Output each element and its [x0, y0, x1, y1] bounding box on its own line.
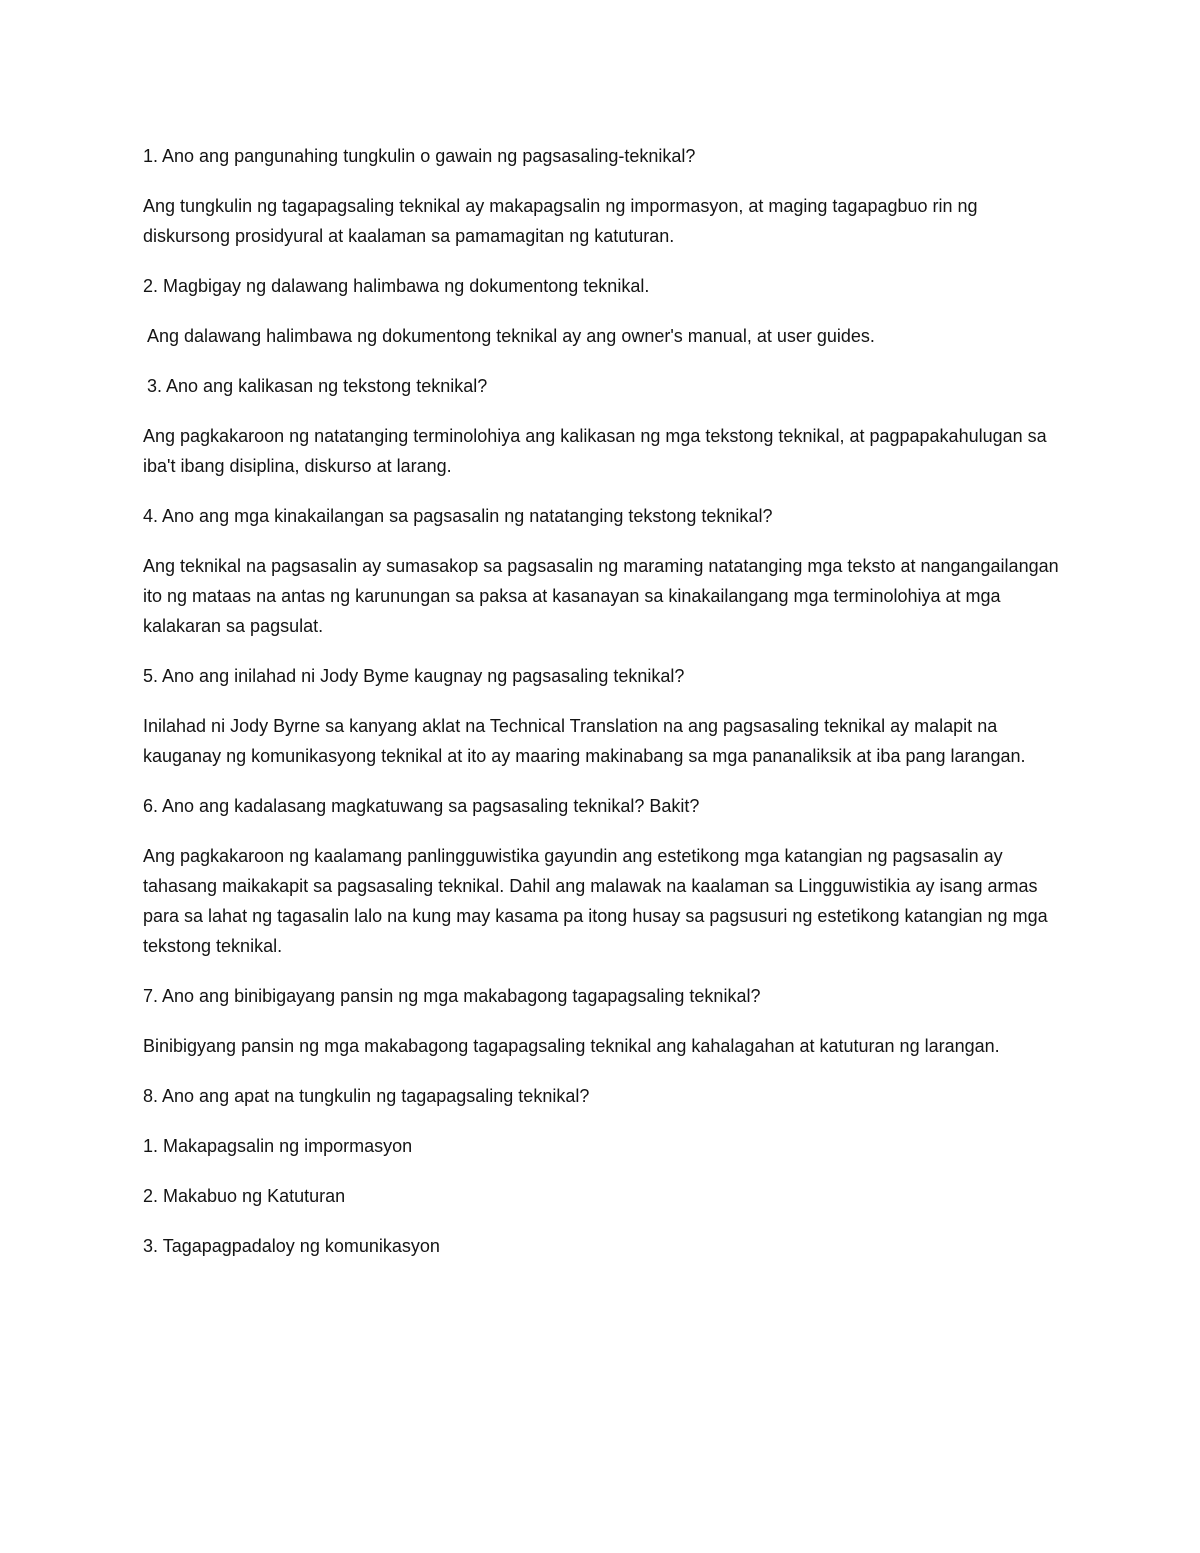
answer-4: Ang teknikal na pagsasalin ay sumasakop sa pagsasalin ng maraming natatanging mga teksto at nangangailangan ito ng mataas na antas ng karunungan sa paksa at kasanayan sa kinakailangang mga terminolohiya at mga kalakaran sa pagsulat. [143, 556, 1059, 636]
list-item: 3. Tagapagpadaloy ng komunikasyon [143, 1236, 440, 1256]
answer-2: Ang dalawang halimbawa ng dokumentong teknikal ay ang owner's manual, at user guides. [147, 326, 875, 346]
question-1: 1. Ano ang pangunahing tungkulin o gawain ng pagsasaling-teknikal? [143, 146, 696, 166]
answer-5: Inilahad ni Jody Byrne sa kanyang aklat na Technical Translation na ang pagsasaling teknikal ay malapit na kauganay ng komunikasyong teknikal at ito ay maaring makinabang sa mga pananaliksik at iba pang larangan. [143, 716, 1026, 766]
list-item: 1. Makapagsalin ng impormasyon [143, 1136, 413, 1156]
list-item: 2. Makabuo ng Katuturan [143, 1186, 346, 1206]
question-4: 4. Ano ang mga kinakailangan sa pagsasalin ng natatanging tekstong teknikal? [143, 506, 773, 526]
answer-1: Ang tungkulin ng tagapagsaling teknikal ay makapagsalin ng impormasyon, at maging tagapagbuo rin ng diskursong prosidyural at kaalaman sa pamamagitan ng katuturan. [143, 196, 978, 246]
answer-7: Binibigyang pansin ng mga makabagong tagapagsaling teknikal ang kahalagahan at katuturan ng larangan. [143, 1036, 1000, 1056]
answer-3: Ang pagkakaroon ng natatanging terminolohiya ang kalikasan ng mga tekstong teknikal, at pagpapakahulugan sa iba't ibang disiplina, diskurso at larang. [143, 426, 1047, 476]
document-body [143, 141, 1068, 1281]
question-6: 6. Ano ang kadalasang magkatuwang sa pagsasaling teknikal? Bakit? [143, 796, 700, 816]
question-7: 7. Ano ang binibigayang pansin ng mga makabagong tagapagsaling teknikal? [143, 986, 761, 1006]
question-2: 2. Magbigay ng dalawang halimbawa ng dokumentong teknikal. [143, 276, 650, 296]
question-8: 8. Ano ang apat na tungkulin ng tagapagsaling teknikal? [143, 1086, 590, 1106]
question-3: 3. Ano ang kalikasan ng tekstong teknikal? [147, 376, 488, 396]
question-5: 5. Ano ang inilahad ni Jody Byme kaugnay ng pagsasaling teknikal? [143, 666, 685, 686]
answer-6: Ang pagkakaroon ng kaalamang panlingguwistika gayundin ang estetikong mga katangian ng pagsasalin ay tahasang maikakapit sa pagsasaling teknikal. Dahil ang malawak na kaalaman sa Lingguwistikia ay isang armas para sa lahat ng tagasalin lalo na kung may kasama pa itong husay sa pagsusuri ng estetikong katangian ng mga tekstong teknikal. [143, 846, 1048, 956]
